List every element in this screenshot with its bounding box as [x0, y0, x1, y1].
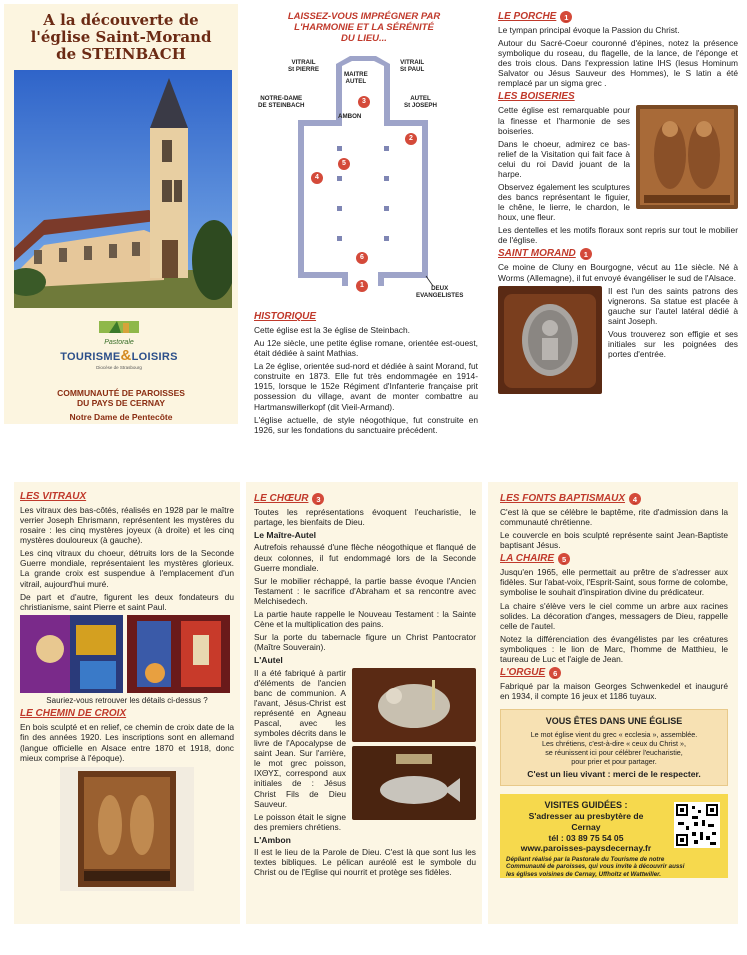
historique-section [254, 308, 478, 438]
porche-heading [498, 11, 738, 23]
boiseries-paragraph: Les dentelles et les motifs floraux sont repris sur tout le mobilier de l'église. [498, 225, 738, 246]
plan-marker-5: 5 [338, 158, 350, 170]
chaire-paragraph: Jusqu'en 1965, elle permettait au prêtre de s'adresser aux fidèles. Sur l'abat-voix, l'Esprit-Saint, sous forme de colombe, symbolise le souhait d'inspiration divine du prédicateur. [500, 567, 728, 598]
choeur-paragraph: Sur la porte du tabernacle figure un Christ Pantocrator (Maître Souverain). [254, 632, 476, 653]
cover-panel [4, 4, 238, 424]
orgue-heading [500, 667, 728, 679]
chemin-paragraph: En bois sculpté et en relief, ce chemin de croix date de la fin des années 1920. Les inscriptions sont en allemand (langue officielle en Alsace entre 1870 et 1918, donc mieux comprise à l'époque). [20, 722, 234, 763]
vitrail-photo-left [20, 615, 123, 693]
choeur-paragraph: Il est le lieu de la Parole de Dieu. C'est là que sont lus les textes bibliques. Le pélican auréolé est le symbole du Christ ou de l'Eglise qui nourrit et protège ses fidèles. [254, 847, 476, 878]
plan-label-text: VITRAIL St PIERRE [288, 59, 319, 73]
historique-heading-text: HISTORIQUE [254, 311, 317, 322]
saint-morand-number-badge: 1 [580, 248, 592, 260]
logo-ampersand: & [120, 347, 132, 365]
saint-morand-paragraph: Il est l'un des saints patrons des vignerons. Sa statue est placée à gauche sur l'autel latéral dédié à saint Joseph. [608, 285, 738, 326]
plan-label-text: VITRAIL St PAUL [400, 59, 425, 73]
ambon-subtitle: L'Ambon [254, 834, 291, 845]
choeur-paragraph: Il a été fabriqué à partir d'éléments de l'ancien banc de communion. A l'avant, Jésus-Christ est représenté en Agneau Pascal, avec les symboles décrits dans le livre de l'Apocalypse de saint Jean. Sur l'arrière, le mot grec poisson, ΙΧΘΥΣ, correspond aux initiales de : Jésus Christ Fils de Dieu Sauveur. [254, 667, 346, 809]
logo-pastorale-text: Pastorale [104, 339, 134, 347]
plan-marker-1: 1 [356, 280, 368, 292]
historique-paragraph: Au 12e siècle, une petite église romane, orientée est-ouest, était dédiée à saint Mathias. [254, 338, 478, 359]
eglise-box-line: Le mot église vient du grec « ecclesia », assemblée. [530, 729, 698, 739]
autel-subtitle: L'Autel [254, 655, 283, 666]
historique-paragraph: L'église actuelle, de style néogothique, fut construite en 1926, sur les fondations du sanctuaire précédent. [254, 414, 478, 435]
cover-title-line: A la découverte de [43, 11, 199, 29]
plan-label-notre-dame [258, 96, 304, 109]
visites-guidees-box [500, 794, 728, 878]
plan-label-text: AMBON [338, 113, 362, 120]
plan-label-maitre-autel [344, 72, 368, 85]
porche-boiseries-panel [490, 4, 744, 456]
choeur-paragraph: La partie haute rappelle le Nouveau Testament : la Sainte Cène et la multiplication des pains. [254, 608, 476, 630]
vitraux-heading [20, 491, 234, 503]
logo-diocese-text: Diocèse de Strasbourg [96, 365, 142, 371]
plan-label-text: AUTEL St JOSEPH [404, 95, 438, 109]
visites-website-link[interactable]: www.paroisses-paysdecernay.fr [520, 843, 652, 854]
cover-title-line: de STEINBACH [56, 44, 186, 63]
plan-label-text: NOTRE-DAME DE STEINBACH [258, 95, 305, 109]
chemin-heading-text: LE CHEMIN DE CROIX [20, 708, 127, 720]
plan-title-line: LAISSEZ-VOUS IMPRÉGNER PAR [287, 11, 441, 22]
floor-plan-drawing [258, 54, 468, 304]
maitre-autel-subtitle: Le Maître-Autel [254, 530, 317, 541]
plan-label-autel-joseph [404, 96, 437, 109]
chemin-de-croix-photo [60, 767, 194, 891]
fonts-paragraph: Le couvercle en bois sculpté représente saint Jean-Baptiste baptisant Jésus. [500, 530, 728, 551]
plan-marker-3: 3 [358, 96, 370, 108]
chaire-heading [500, 553, 728, 565]
church-photo [14, 70, 232, 308]
orgue-paragraph: Fabriqué par la maison Georges Schwenkedel et inauguré en 1934, il compte 16 jeux et 1186 tuyaux. [500, 681, 728, 702]
cover-title-line: l'église Saint-Morand [30, 27, 212, 46]
vitraux-heading-text: LES VITRAUX [20, 491, 87, 502]
porche-number-badge: 1 [560, 11, 572, 23]
plan-label-ambon [338, 114, 361, 121]
visites-line: S'adresser au presbytère de [528, 811, 644, 822]
plan-label-text: DEUX EVANGELISTES [416, 285, 464, 299]
communaute-title [4, 388, 238, 408]
plan-title [244, 4, 484, 45]
porche-heading-text: LE PORCHE [498, 11, 557, 22]
choeur-panel [246, 482, 482, 924]
plan-title-line: L'HARMONIE ET LA SÉRÉNITÉ [294, 21, 434, 33]
visitation-bas-relief-photo [636, 105, 738, 209]
saint-morand-heading-text: SAINT MORAND [498, 248, 576, 260]
vitraux-panel [14, 482, 240, 924]
saint-morand-paragraph: Ce moine de Cluny en Bourgogne, vécut au 11e siècle. Né à Worms (Allemagne), il fut envoyé évangéliser le sud de l'Alsace. [498, 262, 738, 283]
choeur-paragraph: Le poisson était le signe des premiers chrétiens. [254, 811, 346, 832]
vitraux-caption: Sauriez-vous retrouver les détails ci-dessus ? [46, 695, 208, 705]
boiseries-heading-text: LES BOISERIES [498, 91, 575, 103]
communaute-line: DU PAYS DE CERNAY [76, 398, 166, 409]
chaire-paragraph: La chaire s'élève vers le ciel comme un arbre aux racines solides. La décoration d'anges, messagers de Dieu, rappelle celle de l'autel. [500, 600, 728, 631]
logo-vineyard-icon [59, 319, 179, 337]
visites-line: Cernay [571, 821, 601, 832]
communaute-line: COMMUNAUTÉ DE PAROISSES [57, 388, 185, 398]
logo-loisirs-text: LOISIRS [131, 351, 178, 364]
choeur-number-badge: 3 [312, 493, 324, 505]
plan-panel [244, 4, 484, 456]
plan-label-evangelistes [416, 286, 463, 299]
vitraux-paragraph: De part et d'autre, figurent les deux fondateurs du christianisme, saint Pierre et saint Paul. [20, 591, 234, 612]
choeur-paragraph: Toutes les représentations évoquent l'eucharistie, le partage, les bienfaits de Dieu. [254, 507, 476, 528]
vitraux-photos [20, 615, 234, 693]
eglise-box-line: pour prier et pour partager. [571, 756, 657, 766]
boiseries-paragraph: Dans le choeur, admirez ce bas-relief de la Visitation qui fait face à celui du roi David jouant de la harpe. [498, 138, 630, 179]
fonts-chaire-orgue-panel [488, 482, 738, 924]
agneau-pascal-photo [352, 668, 476, 742]
historique-heading [254, 311, 478, 323]
porche-paragraph: Autour du Sacré-Coeur couronné d'épines, notez la présence symbolique du roseau, du flagelle, de la lance, de l'éponge et des trois clous. Dans l'expression latine IHS (Iesus Hominum Salvator ou Jésus Sauveur des Hommes), le S latin a été remplacé par un sigma grec . [498, 38, 738, 89]
choeur-paragraph: Sur le mobilier réchappé, la partie basse évoque l'Ancien Testament : le sacrifice d'Abraham et sa rencontre avec Melchisedech. [254, 575, 476, 606]
visites-title: VISITES GUIDÉES : [544, 800, 628, 811]
pastorale-tourisme-logo [59, 319, 179, 369]
qr-code-icon[interactable] [674, 802, 720, 848]
choeur-paragraph: Autrefois rehaussé d'une flèche néogothique et flanqué de deux colonnes, il fut endommagé lors de la Seconde Guerre mondiale. [254, 542, 476, 573]
logo-tourisme-loisirs [59, 347, 179, 365]
orgue-heading-text: L'ORGUE [500, 667, 546, 679]
chaire-number-badge: 5 [558, 553, 570, 565]
eglise-box-line: se réunissent ici pour célébrer l'eucharistie, [545, 747, 683, 757]
chemin-heading [20, 708, 234, 720]
chaire-heading-text: LA CHAIRE [500, 553, 555, 565]
plan-label-vitrail-paul [400, 60, 424, 73]
fonts-number-badge: 4 [629, 493, 641, 505]
vitraux-paragraph: Les vitraux des bas-côtés, réalisés en 1928 par le maître verrier Joseph Ehrismann, représentent les mystères du rosaire : les cinq mystères joyeux (à droite) et les cinq mystères douloureux (à gauche). [20, 505, 234, 546]
plan-marker-2: 2 [405, 133, 417, 145]
porche-paragraph: Le tympan principal évoque la Passion du Christ. [498, 25, 680, 35]
saint-morand-heading [498, 248, 738, 260]
plan-marker-6: 6 [356, 252, 368, 264]
visites-description: Dépliant réalisé par la Pastorale du Tourisme de notre Communauté de paroisses, qui vous invite à découvrir aussi les églises voisines de Cernay, Uffholtz et Wattwiller. [506, 856, 685, 878]
notre-dame-subtitle: Notre Dame de Pentecôte [69, 412, 173, 422]
eglise-box-emphasis: C'est un lieu vivant : merci de le respecter. [527, 768, 701, 779]
eglise-box-line: Les chrétiens, c'est-à-dire « ceux du Christ », [542, 738, 686, 748]
choeur-heading [254, 493, 476, 505]
orgue-number-badge: 6 [549, 667, 561, 679]
autel-photos [352, 668, 476, 824]
fonts-heading-text: LES FONTS BAPTISMAUX [500, 493, 626, 504]
door-handle-photo [498, 286, 602, 394]
poisson-ichthus-photo [352, 746, 476, 820]
fonts-heading [500, 493, 728, 505]
plan-marker-4: 4 [311, 172, 323, 184]
vitrail-photo-right [127, 615, 230, 693]
eglise-box-title: VOUS ÊTES DANS UNE ÉGLISE [545, 716, 683, 727]
boiseries-heading [498, 91, 738, 103]
vitraux-paragraph: Les cinq vitraux du choeur, détruits lors de la Seconde Guerre mondiale, représentaient les mystères glorieux. La grande croix est suspendue à l'emplacement d'un vitrail, aujourd'hui muré. [20, 548, 234, 589]
boiseries-paragraph: Observez également les sculptures des bancs représentant le figuier, le chêne, le lierre, le chardon, le houx, une fleur. [498, 182, 630, 223]
plan-title-line: DU LIEU... [341, 32, 387, 44]
logo-tourisme-text: TOURISME [60, 351, 121, 364]
historique-paragraph: La 2e église, orientée sud-nord et dédiée à saint Morand, fut construite en 1873. Elle fut très endommagée en 1914-1915, lorsque le 152e Régiment d'Infanterie française prit possession du village, avant de monter combattre au Hartmanswillerkopf (dit Vieil-Armand). [254, 361, 478, 412]
cover-title [4, 4, 238, 62]
visites-phone: tél : 03 89 75 54 05 [548, 832, 624, 843]
historique-paragraph: Cette église est la 3e église de Steinbach. [254, 325, 410, 335]
boiseries-paragraph: Cette église est remarquable pour la finesse et l'harmonie de ses boiseries. [498, 105, 630, 136]
fonts-paragraph: C'est là que se célèbre le baptême, rite d'admission dans la communauté chrétienne. [500, 507, 728, 528]
plan-label-vitrail-pierre [288, 60, 319, 73]
saint-morand-paragraph: Vous trouverez son effigie et ses initiales sur les poignées des portes d'entrée. [608, 328, 738, 360]
eglise-info-box [500, 709, 728, 786]
plan-label-text: MAITRE AUTEL [344, 71, 368, 85]
choeur-heading-text: LE CHŒUR [254, 493, 309, 504]
church-floor-plan [258, 54, 468, 304]
chaire-paragraph: Notez la différenciation des évangélistes par les créatures symboliques : le lion de Marc, l'homme de Matthieu, le taureau de Luc et l'aigle de Jean. [500, 633, 728, 664]
